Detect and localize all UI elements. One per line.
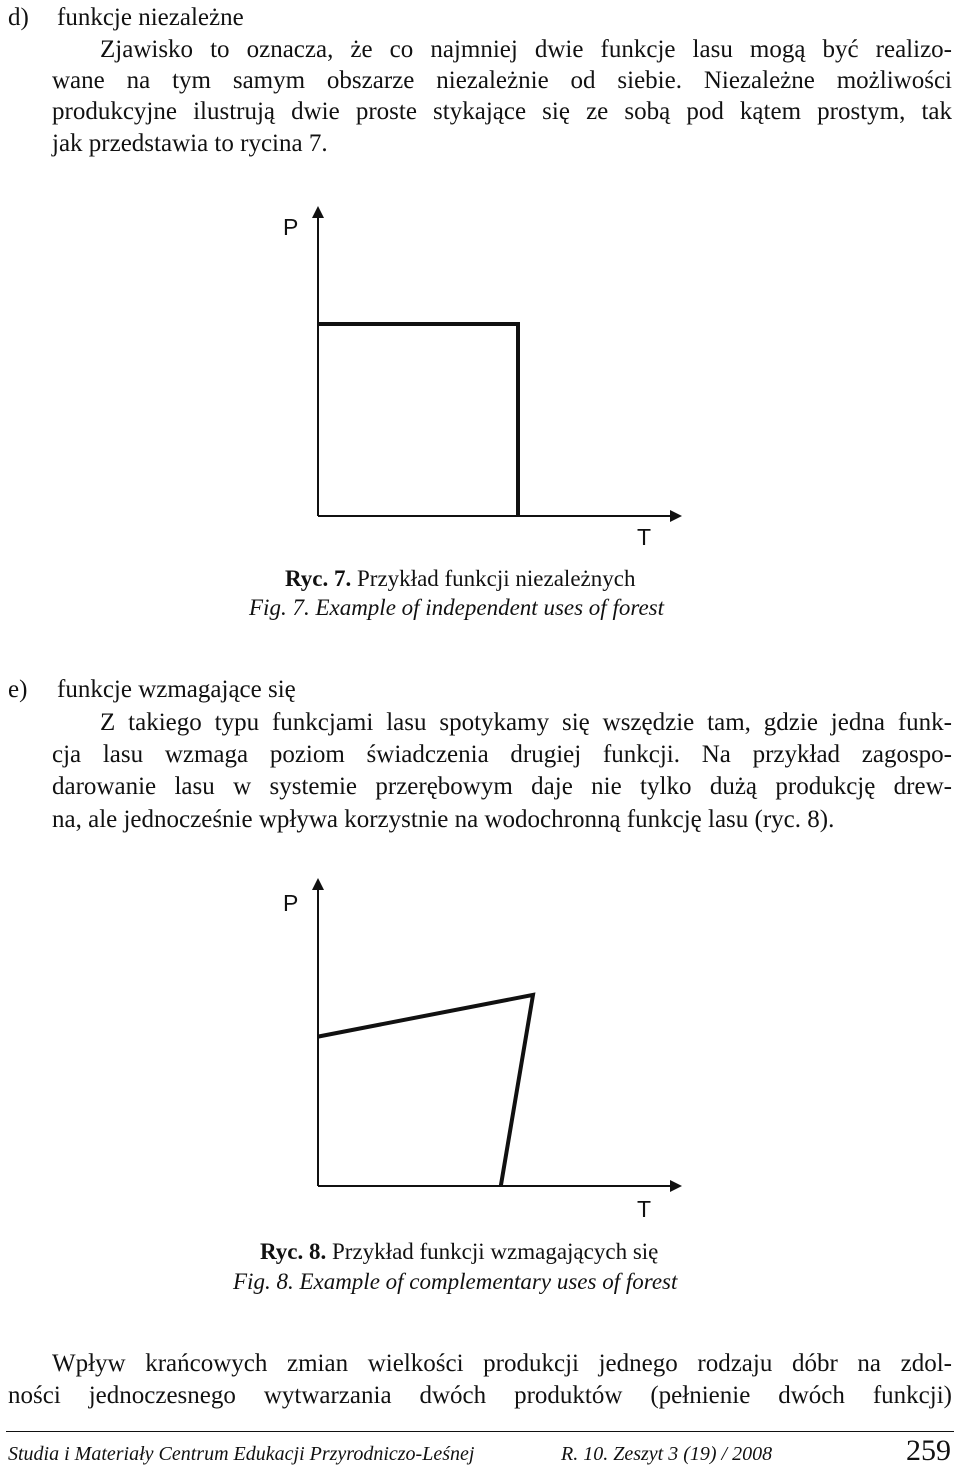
section-e-line-4: na, ale jednocześnie wpływa korzystnie na wodochronną funkcję lasu (ryc. 8). <box>52 806 835 833</box>
section-d-marker: d) <box>8 4 29 31</box>
figure-8-caption <box>260 1238 658 1266</box>
figure-8-chart <box>0 870 960 1230</box>
figure-7-caption-text: Przykład funkcji niezależnych <box>351 566 636 591</box>
footer-issue: R. 10. Zeszyt 3 (19) / 2008 <box>561 1443 773 1465</box>
figure-7-series-line <box>318 324 518 516</box>
figure-8-x-axis-label: T <box>637 1196 652 1222</box>
figure-8-caption-text: Przykład funkcji wzmagających się <box>326 1239 659 1264</box>
figure-8-caption-number: Ryc. 8. <box>260 1239 327 1264</box>
figure-7-x-axis-label: T <box>637 524 652 550</box>
footer-journal: Studia i Materiały Centrum Edukacji Przyrodniczo-Leśnej <box>8 1443 475 1465</box>
section-e-line-3: darowanie lasu w systemie przerębowym daje nie tylko dużą produkcję drew- <box>52 773 952 800</box>
footer-divider <box>6 1431 954 1432</box>
figure-7-caption-number: Ryc. 7. <box>285 566 352 591</box>
figure-8-caption-en: Fig. 8. Example of complementary uses of forest <box>233 1269 678 1294</box>
section-d-line-1: Zjawisko to oznacza, że co najmniej dwie funkcje lasu mogą być realizo- <box>100 36 952 63</box>
figure-7-chart <box>0 0 960 560</box>
figure-8-series-line <box>318 995 533 1186</box>
section-d-line-4: jak przedstawia to rycina 7. <box>52 130 328 157</box>
footer-page-number: 259 <box>906 1434 951 1467</box>
figure-8-y-axis-label: P <box>283 890 299 916</box>
section-d-line-3: produkcyjne ilustrują dwie proste stykające się ze sobą pod kątem prostym, tak <box>52 98 952 125</box>
figure-7-caption-en: Fig. 7. Example of independent uses of forest <box>249 595 664 620</box>
section-d-heading: funkcje niezależne <box>57 4 244 31</box>
closing-line-1: Wpływ krańcowych zmian wielkości produkcji jednego rodzaju dóbr na zdol- <box>52 1350 952 1377</box>
closing-line-2: ności jednoczesnego wytwarzania dwóch produktów (pełnienie dwóch funkcji) <box>8 1382 952 1409</box>
section-d-line-2: wane na tym samym obszarze niezależnie od siebie. Niezależne możliwości <box>52 67 952 94</box>
section-e-line-1: Z takiego typu funkcjami lasu spotykamy się wszędzie tam, gdzie jedna funk- <box>100 709 952 736</box>
section-e-line-2: cja lasu wzmaga poziom świadczenia drugiej funkcji. Na przykład zagospo- <box>52 741 952 768</box>
section-e-marker: e) <box>8 676 28 703</box>
figure-7-caption <box>285 565 635 593</box>
figure-7-y-axis-label: P <box>283 214 299 240</box>
section-e-heading: funkcje wzmagające się <box>57 676 296 703</box>
